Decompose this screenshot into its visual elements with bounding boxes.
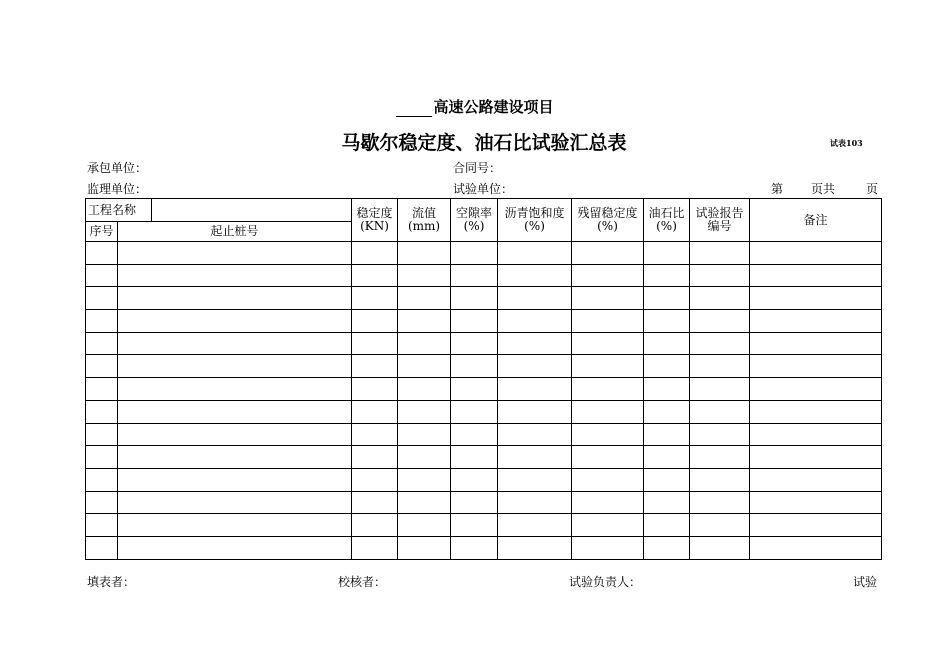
table-cell[interactable] xyxy=(451,378,498,401)
col-stability-l2: (KN) xyxy=(360,219,389,233)
table-cell[interactable] xyxy=(451,264,498,287)
table-cell[interactable] xyxy=(690,468,750,491)
table-cell[interactable] xyxy=(451,446,498,469)
table-cell[interactable] xyxy=(690,423,750,446)
table-cell[interactable] xyxy=(451,514,498,537)
col-residual-l1: 残留稳定度 xyxy=(577,206,638,220)
table-cell[interactable] xyxy=(572,287,644,310)
table-cell[interactable] xyxy=(644,378,690,401)
table-cell[interactable] xyxy=(572,355,644,378)
table-cell[interactable] xyxy=(86,491,118,514)
data-rows xyxy=(86,242,882,560)
table-cell[interactable] xyxy=(644,446,690,469)
table-cell[interactable] xyxy=(86,446,118,469)
table-cell[interactable] xyxy=(398,514,451,537)
table-cell[interactable] xyxy=(690,264,750,287)
table-cell[interactable] xyxy=(398,378,451,401)
header-row-1 xyxy=(86,199,882,222)
col-saturation-l2: (%) xyxy=(524,219,545,233)
table-cell[interactable] xyxy=(572,514,644,537)
table-cell[interactable] xyxy=(644,310,690,333)
table-cell[interactable] xyxy=(86,468,118,491)
table-cell[interactable] xyxy=(690,332,750,355)
table-cell[interactable] xyxy=(451,242,498,265)
table-cell[interactable] xyxy=(644,400,690,423)
table-cell[interactable] xyxy=(451,491,498,514)
station-label: 起止桩号 xyxy=(118,222,352,242)
col-voids xyxy=(451,199,498,242)
table-cell[interactable] xyxy=(498,310,572,333)
table-row xyxy=(86,287,882,310)
table-cell[interactable] xyxy=(750,378,882,401)
table-cell[interactable] xyxy=(398,491,451,514)
table-cell[interactable] xyxy=(644,468,690,491)
table-cell[interactable] xyxy=(498,242,572,265)
table-cell[interactable] xyxy=(398,287,451,310)
table-cell[interactable] xyxy=(498,400,572,423)
col-voids-l2: (%) xyxy=(463,219,485,233)
seq-label: 序号 xyxy=(86,222,118,242)
table-cell[interactable] xyxy=(498,514,572,537)
table-cell[interactable] xyxy=(352,287,398,310)
col-voids-l1: 空隙率 xyxy=(456,206,493,220)
table-cell[interactable] xyxy=(750,310,882,333)
table-cell[interactable] xyxy=(451,332,498,355)
table-cell[interactable] xyxy=(750,446,882,469)
table-cell[interactable] xyxy=(750,514,882,537)
table-cell[interactable] xyxy=(750,468,882,491)
table-cell[interactable] xyxy=(86,355,118,378)
test-label: 试验 xyxy=(853,575,878,589)
col-residual-stability xyxy=(572,199,644,242)
table-cell[interactable] xyxy=(572,378,644,401)
table-cell[interactable] xyxy=(398,468,451,491)
table-cell[interactable] xyxy=(352,514,398,537)
col-report-l2: 编号 xyxy=(707,219,732,233)
table-cell[interactable] xyxy=(352,310,398,333)
table-cell[interactable] xyxy=(398,242,451,265)
table-cell[interactable] xyxy=(451,536,498,559)
table-cell[interactable] xyxy=(118,332,352,355)
table-row xyxy=(86,468,882,491)
table-cell[interactable] xyxy=(86,332,118,355)
table-cell[interactable] xyxy=(398,264,451,287)
table-cell[interactable] xyxy=(498,287,572,310)
table-cell[interactable] xyxy=(352,378,398,401)
table-cell[interactable] xyxy=(352,468,398,491)
table-cell[interactable] xyxy=(572,400,644,423)
table-cell[interactable] xyxy=(352,423,398,446)
table-cell[interactable] xyxy=(750,423,882,446)
table-cell[interactable] xyxy=(398,310,451,333)
col-oil-l1: 油石比 xyxy=(648,206,685,220)
table-cell[interactable] xyxy=(644,264,690,287)
table-cell[interactable] xyxy=(398,400,451,423)
table-row xyxy=(86,355,882,378)
table-row xyxy=(86,378,882,401)
table-cell[interactable] xyxy=(750,332,882,355)
table-cell[interactable] xyxy=(398,355,451,378)
table-cell[interactable] xyxy=(118,264,352,287)
table-cell[interactable] xyxy=(690,355,750,378)
table-cell[interactable] xyxy=(690,287,750,310)
table-cell[interactable] xyxy=(118,287,352,310)
table-cell[interactable] xyxy=(690,446,750,469)
table-cell[interactable] xyxy=(451,468,498,491)
table-row xyxy=(86,423,882,446)
filler-label: 填表者： xyxy=(87,575,136,589)
table-cell[interactable] xyxy=(118,491,352,514)
col-saturation xyxy=(498,199,572,242)
col-oil-ratio xyxy=(644,199,690,242)
checker-label: 校核者： xyxy=(338,575,387,589)
table-cell[interactable] xyxy=(118,355,352,378)
table-row xyxy=(86,491,882,514)
table-cell[interactable] xyxy=(398,446,451,469)
table-cell[interactable] xyxy=(118,310,352,333)
table-cell[interactable] xyxy=(750,400,882,423)
table-cell[interactable] xyxy=(572,423,644,446)
table-cell[interactable] xyxy=(690,536,750,559)
table-cell[interactable] xyxy=(86,400,118,423)
table-cell[interactable] xyxy=(750,264,882,287)
col-report-no xyxy=(690,199,750,242)
table-cell[interactable] xyxy=(118,400,352,423)
table-cell[interactable] xyxy=(498,491,572,514)
table-cell[interactable] xyxy=(398,423,451,446)
table-cell[interactable] xyxy=(644,536,690,559)
table-cell[interactable] xyxy=(498,355,572,378)
table-cell[interactable] xyxy=(352,264,398,287)
table-row xyxy=(86,400,882,423)
table-cell[interactable] xyxy=(86,378,118,401)
contract-no-label: 合同号： xyxy=(453,161,502,175)
table-cell[interactable] xyxy=(118,378,352,401)
col-stability-l1: 稳定度 xyxy=(356,206,393,220)
table-cell[interactable] xyxy=(572,446,644,469)
table-cell[interactable] xyxy=(750,355,882,378)
project-name-cell xyxy=(152,199,352,222)
table-cell[interactable] xyxy=(690,310,750,333)
col-oil-l2: (%) xyxy=(656,219,677,233)
table-cell[interactable] xyxy=(352,355,398,378)
table-cell[interactable] xyxy=(352,446,398,469)
col-report-l1: 试验报告 xyxy=(695,206,744,220)
table-cell[interactable] xyxy=(118,514,352,537)
table-cell[interactable] xyxy=(86,423,118,446)
table-cell[interactable] xyxy=(498,536,572,559)
table-cell[interactable] xyxy=(572,332,644,355)
table-cell[interactable] xyxy=(118,423,352,446)
table-cell[interactable] xyxy=(644,491,690,514)
table-cell[interactable] xyxy=(572,491,644,514)
table-row xyxy=(86,264,882,287)
table-cell[interactable] xyxy=(498,332,572,355)
col-remarks: 备注 xyxy=(750,199,882,242)
table-cell[interactable] xyxy=(451,423,498,446)
project-title xyxy=(0,96,950,117)
table-cell[interactable] xyxy=(398,332,451,355)
table-cell[interactable] xyxy=(118,468,352,491)
table-cell[interactable] xyxy=(86,514,118,537)
table-row xyxy=(86,446,882,469)
table-cell[interactable] xyxy=(572,310,644,333)
table-cell[interactable] xyxy=(572,264,644,287)
page-suffix: 页 xyxy=(866,182,879,196)
table-cell[interactable] xyxy=(398,536,451,559)
form-number: 试表103 xyxy=(830,138,863,148)
table-cell[interactable] xyxy=(750,491,882,514)
col-flow xyxy=(398,199,451,242)
col-flow-l2: (mm) xyxy=(407,219,441,233)
project-name-label: 工程名称 xyxy=(86,199,152,222)
page-prefix: 第 xyxy=(771,182,784,196)
table-cell[interactable] xyxy=(498,264,572,287)
table-cell[interactable] xyxy=(498,378,572,401)
table-cell[interactable] xyxy=(86,242,118,265)
table-cell[interactable] xyxy=(572,242,644,265)
table-cell[interactable] xyxy=(352,332,398,355)
table-cell[interactable] xyxy=(451,355,498,378)
test-unit-label: 试验单位： xyxy=(453,182,514,196)
table-cell[interactable] xyxy=(352,536,398,559)
col-saturation-l1: 沥青饱和度 xyxy=(504,206,565,220)
table-cell[interactable] xyxy=(352,242,398,265)
summary-table xyxy=(85,198,882,560)
table-cell[interactable] xyxy=(644,332,690,355)
table-cell[interactable] xyxy=(118,536,352,559)
table-cell[interactable] xyxy=(86,264,118,287)
table-cell[interactable] xyxy=(572,536,644,559)
table-cell[interactable] xyxy=(118,242,352,265)
table-row xyxy=(86,242,882,265)
table-cell[interactable] xyxy=(690,378,750,401)
table-cell[interactable] xyxy=(750,242,882,265)
table-cell[interactable] xyxy=(118,446,352,469)
col-stability xyxy=(352,199,398,242)
table-row xyxy=(86,536,882,559)
table-cell[interactable] xyxy=(750,536,882,559)
table-cell[interactable] xyxy=(86,310,118,333)
page-mid: 页共 xyxy=(811,182,836,196)
table-cell[interactable] xyxy=(690,400,750,423)
col-residual-l2: (%) xyxy=(597,219,618,233)
table-row xyxy=(86,514,882,537)
table-cell[interactable] xyxy=(690,491,750,514)
table-row xyxy=(86,332,882,355)
project-title-text: 高速公路建设项目 xyxy=(433,98,554,116)
table-cell[interactable] xyxy=(572,468,644,491)
table-cell[interactable] xyxy=(451,310,498,333)
table-cell[interactable] xyxy=(498,423,572,446)
form-title: 马歇尔稳定度、油石比试验汇总表 xyxy=(341,132,627,154)
table-cell[interactable] xyxy=(451,400,498,423)
table-cell[interactable] xyxy=(86,536,118,559)
table-cell[interactable] xyxy=(644,242,690,265)
col-flow-l1: 流值 xyxy=(412,206,437,220)
responsible-label: 试验负责人： xyxy=(569,575,642,589)
supervisor-label: 监理单位： xyxy=(87,182,148,196)
table-cell[interactable] xyxy=(644,355,690,378)
table-cell[interactable] xyxy=(644,514,690,537)
table-cell[interactable] xyxy=(690,242,750,265)
table-cell[interactable] xyxy=(498,446,572,469)
table-cell[interactable] xyxy=(352,491,398,514)
table-row xyxy=(86,310,882,333)
table-cell[interactable] xyxy=(644,423,690,446)
table-cell[interactable] xyxy=(498,468,572,491)
table-cell[interactable] xyxy=(352,400,398,423)
table-cell[interactable] xyxy=(690,514,750,537)
table-cell[interactable] xyxy=(451,287,498,310)
contractor-label: 承包单位： xyxy=(87,161,148,175)
table-cell[interactable] xyxy=(644,287,690,310)
table-cell[interactable] xyxy=(86,287,118,310)
project-name-blank xyxy=(396,102,432,117)
table-cell[interactable] xyxy=(750,287,882,310)
